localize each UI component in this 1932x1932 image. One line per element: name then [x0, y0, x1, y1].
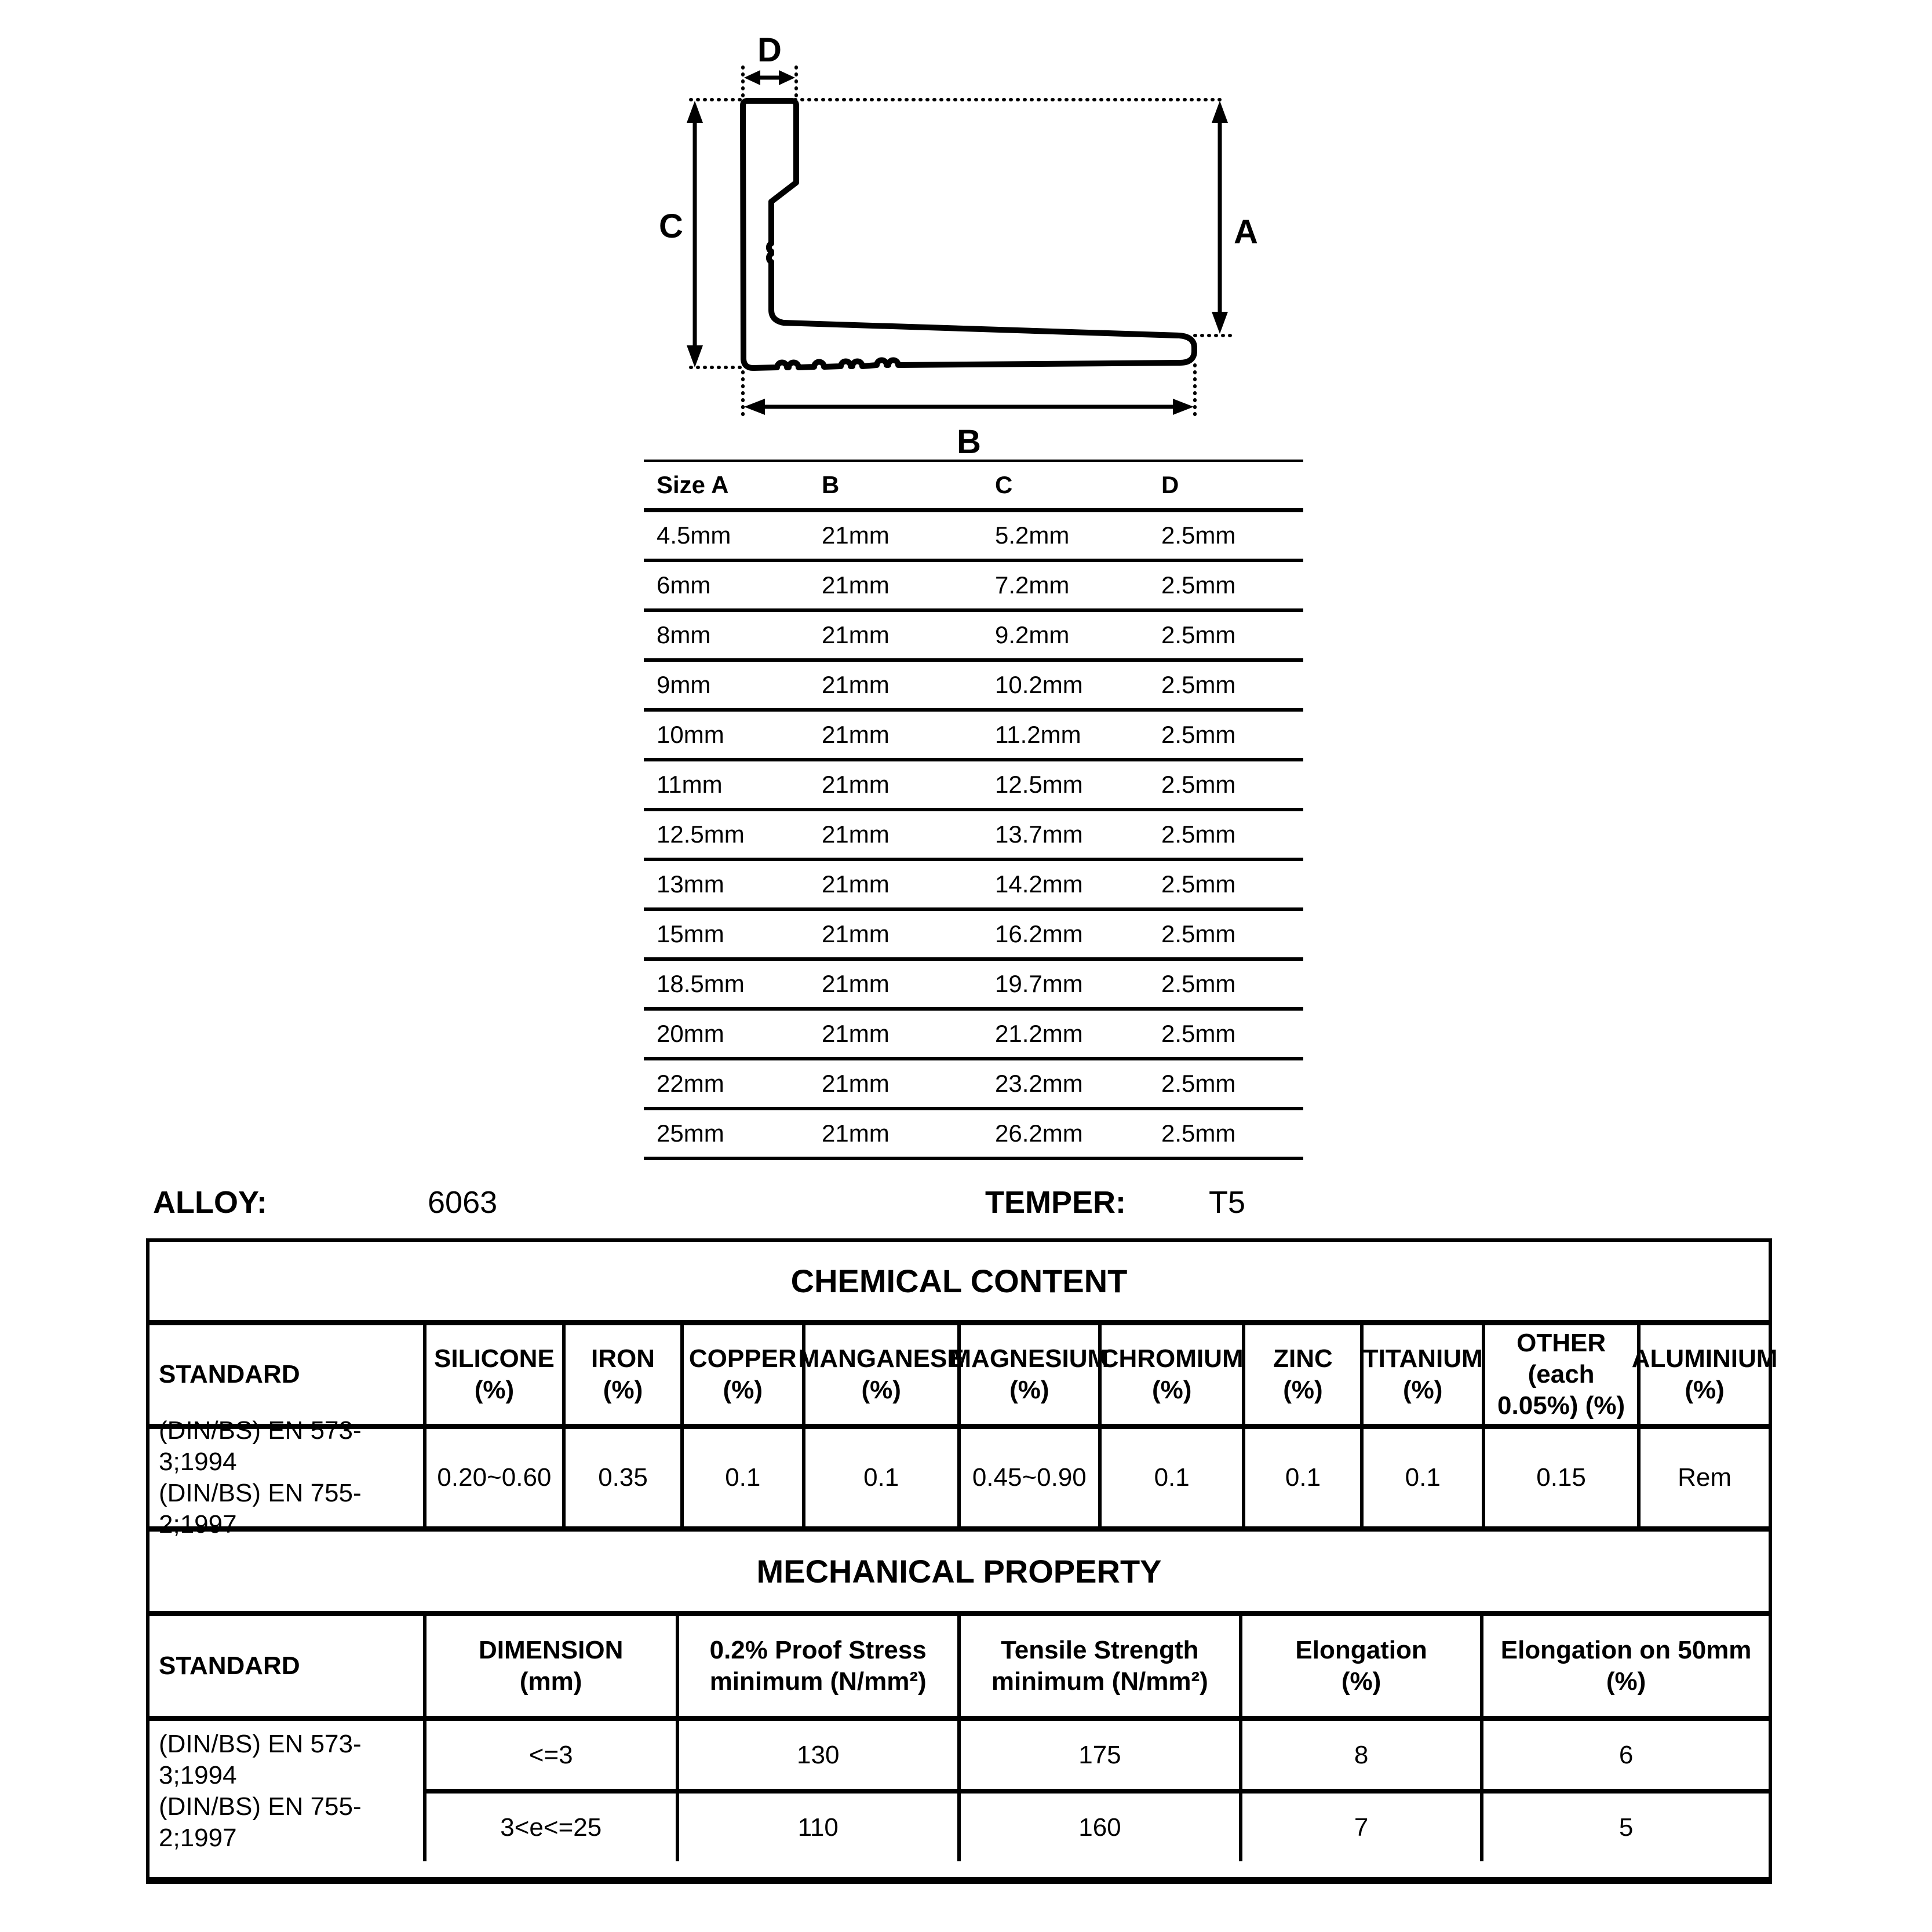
- dim-cell: 26.2mm: [995, 1120, 1083, 1147]
- mech-header-elongation-50mm: [1483, 1616, 1769, 1716]
- mech-header-dimension: [427, 1616, 679, 1716]
- header-line: CHROMIUM: [1100, 1344, 1244, 1373]
- header-line: minimum (N/mm²): [709, 1667, 927, 1696]
- mech-header-elongation: [1242, 1616, 1483, 1716]
- mechanical-property-title: MECHANICAL PROPERTY: [150, 1532, 1769, 1616]
- c-arrowhead-bottom: [687, 345, 703, 367]
- table-row: [644, 1110, 1303, 1160]
- standard-line: (DIN/BS) EN 755-2;1997: [159, 1479, 362, 1539]
- table-row: [644, 562, 1303, 612]
- header-line: 0.2% Proof Stress: [709, 1636, 927, 1664]
- chem-value-copper: 0.1: [684, 1429, 805, 1526]
- header-line: (%): [1151, 1376, 1192, 1404]
- dim-cell: 10mm: [657, 721, 724, 748]
- chem-header-other: [1485, 1325, 1641, 1424]
- header-line: DIMENSION: [479, 1636, 624, 1664]
- dim-cell: 21mm: [822, 771, 890, 798]
- dim-cell: 15mm: [657, 920, 724, 947]
- chem-header-standard: STANDARD: [150, 1325, 427, 1424]
- c-arrowhead-top: [687, 101, 703, 123]
- dim-cell: 20mm: [657, 1020, 724, 1047]
- dim-cell: 16.2mm: [995, 920, 1083, 947]
- table-row: [644, 1060, 1303, 1110]
- chem-header-iron: [566, 1325, 684, 1424]
- alloy-value: 6063: [428, 1185, 498, 1220]
- standard-line: (DIN/BS) EN 573-3;1994: [159, 1416, 362, 1476]
- header-line: (%): [1685, 1376, 1725, 1404]
- dim-cell: 2.5mm: [1161, 970, 1236, 997]
- dim-cell: 21mm: [822, 1120, 890, 1147]
- dimension-table-header: [644, 462, 1303, 512]
- dim-cell: 7.2mm: [995, 571, 1070, 599]
- table-row: [644, 662, 1303, 712]
- mech-cell-elongation-50mm: 6: [1618, 1740, 1634, 1769]
- dim-cell: 21mm: [822, 721, 890, 748]
- standard-line: (DIN/BS) EN 573-3;1994: [159, 1730, 362, 1789]
- dim-cell: 4.5mm: [657, 522, 731, 549]
- header-line: 0.05%) (%): [1497, 1391, 1625, 1420]
- mech-cell-dimension: 3<e<=25: [427, 1794, 679, 1861]
- mech-header-tensile-strength: [961, 1616, 1242, 1716]
- table-row: [644, 811, 1303, 861]
- table-row: [644, 612, 1303, 662]
- header-line: Elongation: [1295, 1636, 1427, 1664]
- header-line: (mm): [519, 1667, 582, 1696]
- header-line: MANGANESE: [798, 1344, 964, 1373]
- header-line: minimum (N/mm²): [991, 1667, 1208, 1696]
- alloy-label: ALLOY:: [153, 1185, 267, 1220]
- dim-cell: 11.2mm: [995, 721, 1081, 748]
- mech-cell-elongation: 8: [1242, 1721, 1483, 1789]
- chem-header-aluminium: [1631, 1325, 1778, 1424]
- chem-value-iron: 0.35: [566, 1429, 684, 1526]
- header-line: Elongation on 50mm: [1500, 1636, 1752, 1664]
- b-arrowhead-right: [1173, 399, 1194, 415]
- chem-value-chromium: 0.1: [1102, 1429, 1246, 1526]
- dim-cell: 11mm: [657, 771, 723, 798]
- temper-value: T5: [1209, 1185, 1246, 1220]
- dim-cell: 9.2mm: [995, 621, 1070, 648]
- table-row: [427, 1721, 1769, 1794]
- dim-cell: 2.5mm: [1161, 920, 1236, 947]
- b-arrowhead-left: [744, 399, 765, 415]
- chem-value-titanium: 0.1: [1364, 1429, 1485, 1526]
- mech-data-rows: [427, 1721, 1769, 1861]
- dim-cell: 18.5mm: [657, 970, 745, 997]
- dim-cell: 21mm: [822, 821, 890, 848]
- dim-header-b: B: [822, 471, 840, 498]
- chem-value-other: 0.15: [1485, 1429, 1641, 1526]
- dim-cell: 14.2mm: [995, 870, 1083, 898]
- dim-cell: 2.5mm: [1161, 522, 1236, 549]
- header-line: OTHER (each: [1517, 1329, 1606, 1388]
- chem-header-silicone: [427, 1325, 566, 1424]
- chem-value-zinc: 0.1: [1245, 1429, 1364, 1526]
- header-line: (%): [1402, 1376, 1443, 1404]
- dim-cell: 12.5mm: [995, 771, 1083, 798]
- dim-cell: 13mm: [657, 870, 724, 898]
- chem-value-manganese: 0.1: [805, 1429, 961, 1526]
- table-row: [644, 761, 1303, 811]
- dim-cell: 2.5mm: [1161, 721, 1236, 748]
- a-arrowhead-top: [1212, 101, 1228, 123]
- chem-value-magnesium: 0.45~0.90: [961, 1429, 1102, 1526]
- chem-header-magnesium: [950, 1325, 1109, 1424]
- header-line: COPPER: [688, 1344, 797, 1373]
- dim-header-size-a: Size A: [657, 471, 729, 498]
- header-line: (%): [603, 1376, 643, 1404]
- dim-cell: 2.5mm: [1161, 1020, 1236, 1047]
- table-row: [644, 961, 1303, 1011]
- dim-cell: 8mm: [657, 621, 711, 648]
- alloy-temper-line: [0, 1182, 1932, 1223]
- header-line: ZINC: [1273, 1344, 1333, 1373]
- chem-header-zinc: [1245, 1325, 1364, 1424]
- dim-cell: 21.2mm: [995, 1020, 1083, 1047]
- chem-value-aluminium: Rem: [1678, 1463, 1732, 1492]
- dim-cell: 2.5mm: [1161, 1120, 1236, 1147]
- mech-cell-tensile: 160: [961, 1794, 1242, 1861]
- d-arrowhead-right: [779, 70, 795, 85]
- standard-line: (DIN/BS) EN 755-2;1997: [159, 1792, 362, 1852]
- header-line: TITANIUM: [1362, 1344, 1483, 1373]
- d-arrowhead-left: [744, 70, 760, 85]
- chem-header-copper: [684, 1325, 805, 1424]
- header-line: (%): [1341, 1667, 1381, 1696]
- mech-cell-tensile: 175: [961, 1721, 1242, 1789]
- dim-label-a: A: [1234, 213, 1258, 251]
- mechanical-body: [150, 1721, 1769, 1861]
- mech-cell-proof-stress: 110: [679, 1794, 961, 1861]
- dim-label-b: B: [957, 423, 981, 461]
- dim-cell: 23.2mm: [995, 1070, 1083, 1097]
- mech-standard-cell: [150, 1721, 427, 1861]
- mech-header-standard: STANDARD: [150, 1616, 427, 1716]
- dim-cell: 21mm: [822, 671, 890, 698]
- dim-cell: 21mm: [822, 920, 890, 947]
- dim-cell: 2.5mm: [1161, 671, 1236, 698]
- mech-cell-dimension: <=3: [427, 1721, 679, 1789]
- mech-cell-proof-stress: 130: [679, 1721, 961, 1789]
- chemical-header-row: [150, 1325, 1778, 1429]
- chemical-content-title: CHEMICAL CONTENT: [150, 1242, 1769, 1325]
- header-line: MAGNESIUM: [950, 1344, 1109, 1373]
- table-row: [644, 712, 1303, 761]
- dim-cell: 2.5mm: [1161, 870, 1236, 898]
- header-line: (%): [1606, 1667, 1646, 1696]
- dim-cell: 21mm: [822, 870, 890, 898]
- chem-standard-cell: [150, 1416, 427, 1539]
- header-line: ALUMINIUM: [1631, 1344, 1778, 1373]
- table-row: [644, 911, 1303, 961]
- temper-label: TEMPER:: [985, 1185, 1126, 1220]
- table-row: [644, 1011, 1303, 1060]
- header-line: (%): [723, 1376, 763, 1404]
- dim-cell: 12.5mm: [657, 821, 745, 848]
- table-row: [644, 861, 1303, 911]
- dimension-table: [644, 460, 1303, 1160]
- dim-cell: 2.5mm: [1161, 821, 1236, 848]
- dim-cell: 21mm: [822, 522, 890, 549]
- mech-cell-elongation: 7: [1242, 1794, 1483, 1861]
- dim-header-d: D: [1161, 471, 1179, 498]
- dim-cell: 2.5mm: [1161, 621, 1236, 648]
- dim-cell: 21mm: [822, 621, 890, 648]
- header-line: (%): [861, 1376, 901, 1404]
- table-row: [427, 1794, 1769, 1861]
- header-line: (%): [1283, 1376, 1323, 1404]
- dim-cell: 9mm: [657, 671, 711, 698]
- dim-cell: 22mm: [657, 1070, 724, 1097]
- chem-header-manganese: [798, 1325, 964, 1424]
- profile-outline: [743, 101, 1194, 368]
- dim-header-c: C: [995, 471, 1013, 498]
- dim-label-d: D: [757, 31, 782, 69]
- header-line: (%): [474, 1376, 515, 1404]
- dim-cell: 2.5mm: [1161, 771, 1236, 798]
- chemical-data-row: [150, 1416, 1769, 1539]
- dim-cell: 5.2mm: [995, 522, 1070, 549]
- profile-drawing: [637, 17, 1304, 464]
- spec-table: [146, 1238, 1778, 1884]
- dim-cell: 13.7mm: [995, 821, 1083, 848]
- header-line: SILICONE: [434, 1344, 555, 1373]
- mechanical-header-row: [150, 1616, 1769, 1721]
- dim-cell: 19.7mm: [995, 970, 1083, 997]
- header-line: (%): [1009, 1376, 1049, 1404]
- dim-label-c: C: [659, 207, 683, 245]
- dim-cell: 2.5mm: [1161, 1070, 1236, 1097]
- a-arrowhead-bottom: [1212, 312, 1228, 334]
- chem-header-titanium: [1364, 1325, 1485, 1424]
- dim-cell: 10.2mm: [995, 671, 1083, 698]
- dim-cell: 21mm: [822, 1070, 890, 1097]
- dim-cell: 2.5mm: [1161, 571, 1236, 599]
- table-row: [644, 512, 1303, 562]
- dim-cell: 21mm: [822, 571, 890, 599]
- chem-header-chromium: [1102, 1325, 1246, 1424]
- header-line: Tensile Strength: [1001, 1636, 1199, 1664]
- mech-header-proof-stress: [679, 1616, 961, 1716]
- dim-cell: 21mm: [822, 1020, 890, 1047]
- dim-cell: 21mm: [822, 970, 890, 997]
- mech-cell-elongation-50mm: 5: [1618, 1813, 1634, 1842]
- header-line: IRON: [591, 1344, 655, 1373]
- chem-value-silicone: 0.20~0.60: [427, 1429, 566, 1526]
- dim-cell: 25mm: [657, 1120, 724, 1147]
- dim-cell: 6mm: [657, 571, 711, 599]
